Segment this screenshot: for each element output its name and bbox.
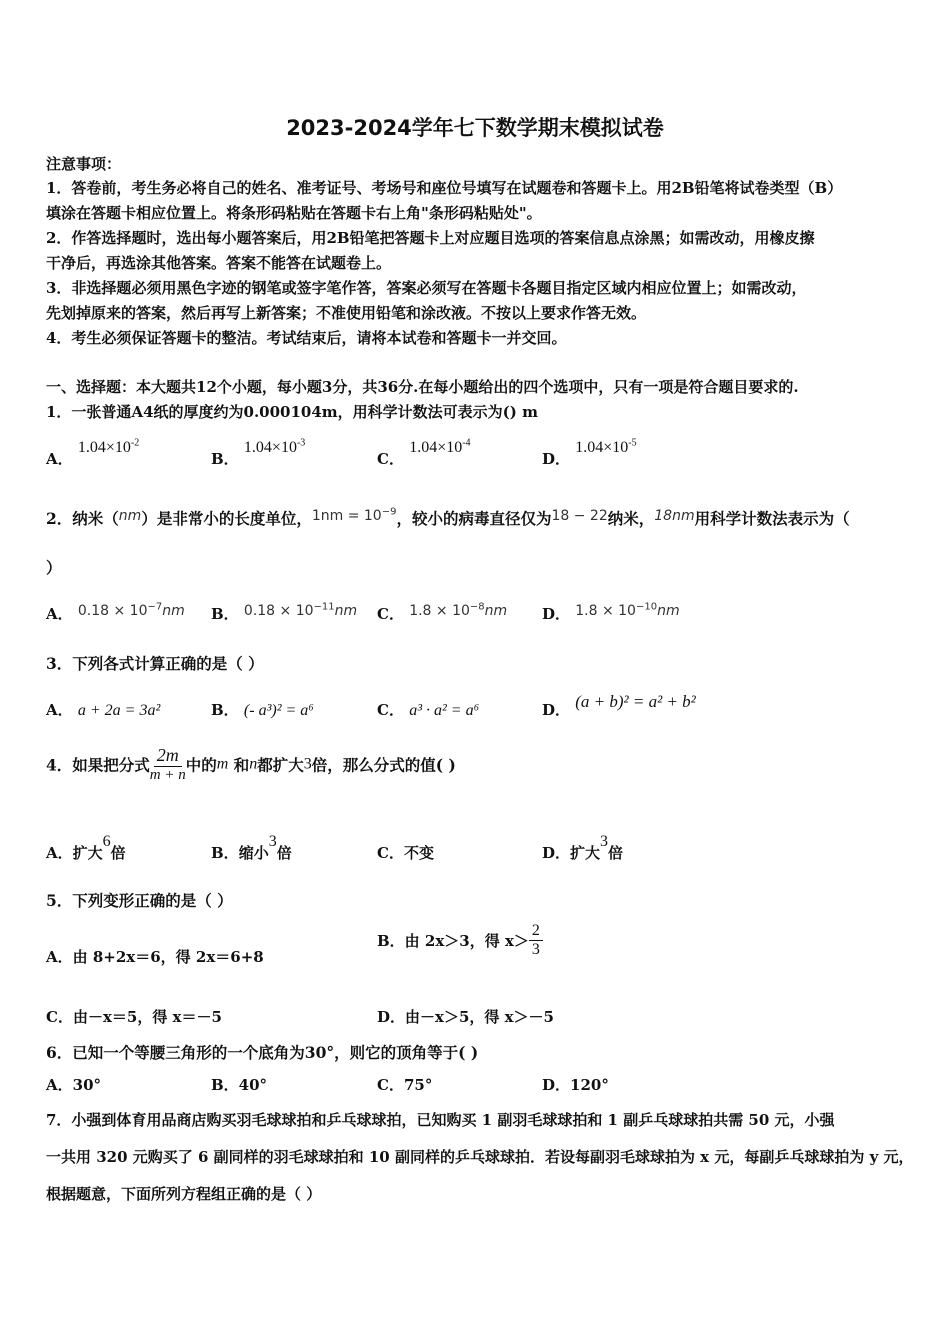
- q6-option-c: C．75°: [377, 1076, 433, 1094]
- notice-line: 4．考生必须保证答题卡的整洁。考试结束后，请将本试卷和答题卡一并交回。: [46, 329, 567, 347]
- q5-option-b: B．由 2x＞3，得 x＞ $\frac{2}{3}$: [377, 922, 543, 959]
- q6-option-a: A．30°: [46, 1076, 102, 1094]
- page-title: 2023-2024学年七下数学期末模拟试卷: [286, 116, 664, 140]
- notice-line: 2．作答选择题时，选出每小题答案后，用2B铅笔把答题卡上对应题目选项的答案信息点涂黑；如需改动，用橡皮擦: [46, 229, 815, 247]
- q4-option-d: D．扩大3倍: [542, 833, 624, 862]
- fraction-2m-over-m-plus-n: $\frac{2m}{m + n}$: [149, 745, 186, 783]
- notice-line: 1．答卷前，考生务必将自己的姓名、准考证号、考场号和座位号填写在试题卷和答题卡上。用2B铅笔将试卷类型（B）: [46, 179, 843, 197]
- q1-option-b: B． $1.04\times 10^{-3}$: [211, 437, 306, 468]
- notice-line: 填涂在答题卡相应位置上。将条形码粘贴在答题卡右上角"条形码粘贴处"。: [46, 204, 542, 222]
- question-7-line: 7．小强到体育用品商店购买羽毛球球拍和乒乓球球拍，已知购买 1 副羽毛球球拍和 1 副乒乓球球拍共需 50 元，小强: [46, 1111, 835, 1129]
- q3-option-d: D． (a + b)² = a² + b²: [542, 692, 696, 719]
- q1-option-c: C． $1.04\times 10^{-4}$: [377, 437, 471, 468]
- q5-option-c: C．由－x＝5，得 x＝－5: [46, 1008, 222, 1026]
- fraction-2-over-3: $\frac{2}{3}$: [529, 922, 543, 959]
- q2-option-a: A． $0.18 \times 10^{-7}nm$: [46, 601, 185, 623]
- q4-option-c: C．不变: [377, 844, 434, 862]
- question-3-stem: 3．下列各式计算正确的是（ ）: [46, 654, 264, 673]
- notice-line: 3．非选择题必须用黑色字迹的钢笔或签字笔作答，答案必须写在答题卡各题目指定区域内相应位置上；如需改动，: [46, 279, 807, 297]
- question-7-line: 一共用 320 元购买了 6 副同样的羽毛球球拍和 10 副同样的乒乓球球拍．若设每副羽毛球球拍为 x 元，每副乒乓球球拍为 y 元，: [46, 1148, 914, 1166]
- q2-option-b: B． $0.18 \times 10^{-11}nm$: [211, 601, 358, 623]
- q4-option-a: A．扩大6倍: [46, 833, 126, 862]
- q6-option-d: D．120°: [542, 1076, 609, 1094]
- q6-option-b: B．40°: [211, 1076, 268, 1094]
- question-2-stem: 2．纳米（nm）是非常小的长度单位，$1nm = 10^{-9}$，较小的病毒直径仅为18 − 22纳米，18nm用科学计数法表示为（: [46, 506, 850, 528]
- question-7-line: 根据题意，下面所列方程组正确的是（ ）: [46, 1185, 322, 1203]
- section-heading: 一、选择题：本大题共12个小题，每小题3分，共36分.在每小题给出的四个选项中，只有一项是符合题目要求的.: [46, 378, 799, 396]
- question-2-close: ）: [46, 558, 62, 577]
- question-1-stem: 1．一张普通A4纸的厚度约为0.000104m，用科学计数法可表示为() m: [46, 403, 538, 421]
- q3-option-a: A． a + 2a = 3a²: [46, 701, 161, 719]
- q5-option-a: A．由 8+2x＝6，得 2x＝6+8: [46, 948, 264, 966]
- q1-option-a: A． $1.04\times 10^{-2}$: [46, 437, 140, 468]
- q5-option-d: D．由－x＞5，得 x＞－5: [377, 1008, 554, 1026]
- q2-option-d: D． $1.8 \times 10^{-10}nm$: [542, 601, 680, 623]
- notice-heading: 注意事项：: [46, 155, 122, 173]
- q4-option-b: B．缩小3倍: [211, 833, 292, 862]
- notice-line: 先划掉原来的答案，然后再写上新答案；不准使用铅笔和涂改液。不按以上要求作答无效。: [46, 304, 647, 322]
- notice-line: 干净后，再选涂其他答案。答案不能答在试题卷上。: [46, 254, 392, 272]
- q1-option-d: D． $1.04\times 10^{-5}$: [542, 437, 637, 468]
- q3-option-b: B． (- a³)² = a⁶: [211, 701, 314, 719]
- question-6-stem: 6．已知一个等腰三角形的一个底角为30°，则它的顶角等于( ): [46, 1043, 479, 1062]
- question-4-stem: 4．如果把分式 $\frac{2m}{m + n}$ 中的m 和n都扩大3倍，那么分式的值( ): [46, 745, 456, 783]
- question-5-stem: 5．下列变形正确的是（ ）: [46, 891, 233, 910]
- q2-option-c: C． $1.8 \times 10^{-8}nm$: [377, 601, 508, 623]
- q3-option-c: C． a³ · a² = a⁶: [377, 701, 480, 719]
